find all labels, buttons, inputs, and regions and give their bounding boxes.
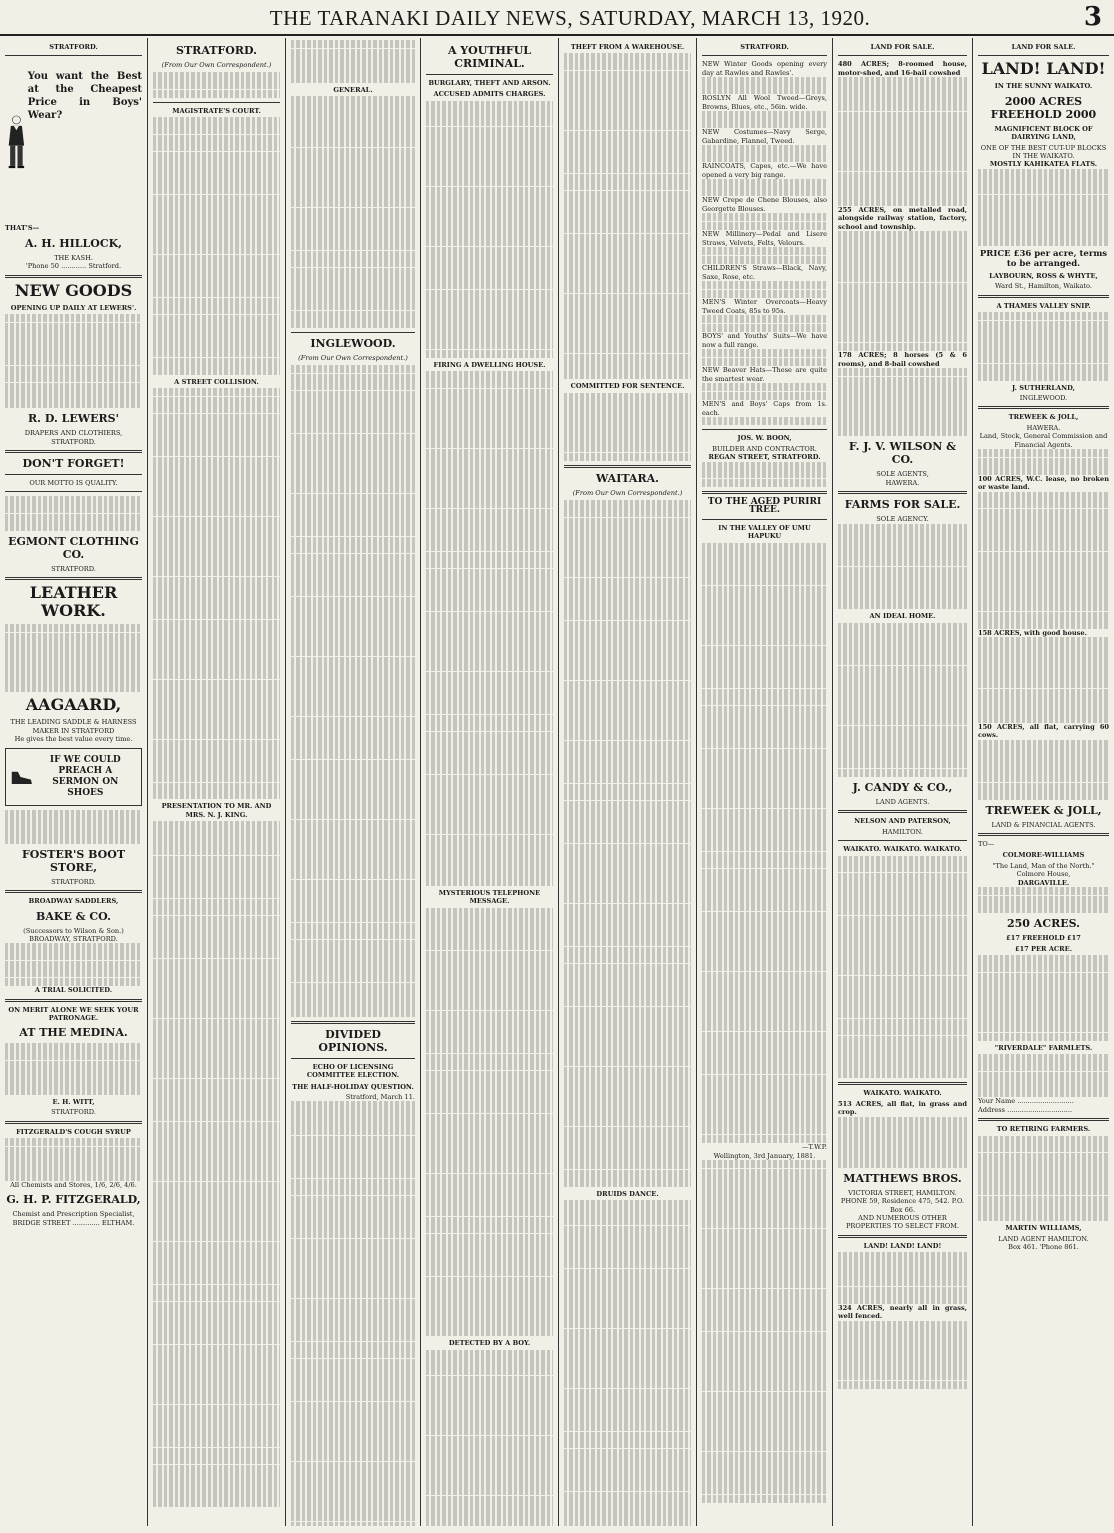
committed-heading: COMMITTED FOR SENTENCE. (570, 382, 685, 391)
listing-513: 513 ACRES, all flat, in grass and crop. (838, 1099, 967, 1117)
echo-heading: ECHO OF LICENSING COMMITTEE ELECTION. (306, 1062, 400, 1080)
egmont-town: STRATFORD. (51, 564, 96, 573)
waitara-sub: (From Our Own Correspondent.) (572, 489, 683, 498)
divided-heading: DIVIDED OPINIONS. (318, 1027, 388, 1054)
land-heading-8: LAND FOR SALE. (1011, 43, 1076, 51)
farms-sub: SOLE AGENCY. (876, 515, 929, 524)
treweek-heading: TREWEEK & JOLL, (1008, 413, 1079, 422)
poem-signoff: —T.W.P. (801, 1143, 827, 1152)
stratford-sub: (From Our Own Correspondent.) (161, 61, 272, 69)
dargaville: DARGAVILLE. (1017, 878, 1070, 887)
fitzgerald-sub: Chemist and Prescription Specialist, BRIDGE STREET ............. ELTHAM. (12, 1210, 135, 1227)
rawles-ad-0: NEW Winter Goods opening every day at Rawles and Rawles'. (702, 60, 827, 77)
druids-heading: DRUIDS DANCE. (596, 1189, 659, 1198)
court-heading: MAGISTRATE'S COURT. (172, 106, 261, 115)
preach-ad (5, 748, 142, 806)
land-heading-7: LAND FOR SALE. (870, 43, 935, 51)
broadway-heading: BROADWAY SADDLERS, (28, 897, 119, 906)
new-goods-sub: OPENING UP DAILY AT LEWERS'. (10, 303, 137, 312)
acres-2000: 2000 ACRES FREEHOLD 2000 (990, 94, 1097, 121)
listing-150: 150 ACRES, all flat, carrying 60 cows. (978, 722, 1109, 740)
new-goods-heading: NEW GOODS (14, 280, 133, 300)
column-7 (833, 38, 973, 1526)
per-acre: £17 PER ACRE. (1015, 945, 1072, 953)
rawles-ad-4: NEW Crepe de Chene Blouses, also Georgette Blouses. (702, 196, 827, 213)
inglewood-heading: INGLEWOOD. (310, 336, 396, 350)
criminal-heading: A YOUTHFUL CRIMINAL. (447, 44, 532, 70)
thames-heading: A THAMES VALLEY SNIP. (996, 301, 1091, 310)
collision-heading: A STREET COLLISION. (174, 377, 259, 386)
column-4 (421, 38, 559, 1526)
waikato-heading: WAIKATO. WAIKATO. WAIKATO. (843, 845, 962, 854)
aagaard-heading: AAGAARD, (25, 695, 122, 715)
ideal-heading: AN IDEAL HOME. (869, 612, 936, 621)
riverdale-heading: "RIVERDALE" FARMLETS. (994, 1044, 1093, 1052)
want-text: You want the Best at the Cheapest Price in Boys' Wear? (27, 71, 142, 122)
candy-heading: J. CANDY & CO., (852, 780, 953, 794)
cut-up-text: ONE OF THE BEST CUT-UP BLOCKS IN THE WAIKATO. (980, 143, 1107, 161)
rawles-ad-9: NEW Beaver Hats—These are quite the smartest wear. (702, 366, 827, 383)
matthews-heading: MATTHEWS BROS. (843, 1171, 962, 1185)
rawles-ad-10: MEN'S and Boys' Caps from 1s. each. (702, 400, 827, 417)
colmore-heading: COLMORE-WILLIAMS (1002, 851, 1085, 860)
town-label: STRATFORD. (49, 43, 98, 51)
treweek-town: HAWERA. (1026, 423, 1061, 432)
boon-sub: BUILDER AND CONTRACTOR. (712, 444, 817, 453)
preach-text: IF WE COULD PREACH A SERMON ON SHOES (49, 754, 121, 798)
waikato-heading-2: WAIKATO. WAIKATO. (863, 1089, 942, 1098)
bake-heading: BAKE & CO. (36, 909, 111, 923)
chemists-text: All Chemists and Stores, 1/6, 2/6, 4/6. (10, 1180, 137, 1189)
martin-sub: LAND AGENT HAMILTON. (998, 1234, 1089, 1243)
price-text: PRICE £36 per acre, terms to be arranged. (979, 248, 1108, 269)
firing-heading: FIRING A DWELLING HOUSE. (433, 360, 546, 369)
treweek-sub-2: LAND & FINANCIAL AGENTS. (991, 820, 1096, 829)
valley-heading: IN THE VALLEY OF UMU HAPUKU (718, 523, 811, 541)
listing-100: 100 ACRES, W.C. lease, no broken or waste land. (978, 474, 1109, 492)
theft-heading: THEFT FROM A WAREHOUSE. (570, 43, 685, 51)
your-name-line: Your Name ........................... (978, 1097, 1074, 1106)
rawles-ad-8: BOYS' and Youths' Suits—We have now a full range. (702, 332, 827, 349)
motto-text: OUR MOTTO IS QUALITY. (29, 479, 118, 488)
trial-text: A TRIAL SOLICITED. (34, 986, 113, 995)
freehold-17: £17 FREEHOLD £17 (1006, 933, 1081, 942)
medina-heading: AT THE MEDINA. (19, 1026, 128, 1040)
stratford-ads-heading: STRATFORD. (740, 43, 789, 51)
poem-date: Wellington, 3rd January, 1881. (713, 1151, 816, 1160)
sutherland-town: INGLEWOOD. (1019, 393, 1068, 402)
colmore-house: Colmore House, (1016, 870, 1071, 879)
masthead-title: THE TARANAKI DAILY NEWS, SATURDAY, MARCH 13, 1920. (269, 6, 871, 30)
wilson-sub: SOLE AGENTS, (876, 470, 929, 479)
bake-sub: (Successors to Wilson & Son.) (23, 926, 124, 935)
column-6 (697, 38, 833, 1526)
wilson-town: HAWERA. (885, 478, 920, 487)
wilson-heading: F. J. V. WILSON & CO. (848, 440, 957, 467)
hillock-name: A. H. HILLOCK, (25, 236, 122, 250)
rawles-ad-1: ROSLYN All Wool Tweed—Greys, Browns, Blues, etc., 56in. wide. (702, 94, 827, 111)
to-label: TO— (978, 840, 995, 849)
aagaard-tag: He gives the best value every time. (14, 735, 133, 744)
witt-town: STRATFORD. (51, 1108, 96, 1117)
boy-figure-icon (5, 62, 28, 222)
flats-text: MOSTLY KAHIKATEA FLATS. (989, 160, 1098, 169)
hillock-phone: 'Phone 50 ............ Stratford. (25, 262, 122, 271)
merit-heading: ON MERIT ALONE WE SEEK YOUR PATRONAGE. (8, 1005, 139, 1023)
magnificent-block: MAGNIFICENT BLOCK OF DAIRYING LAND, (994, 124, 1093, 142)
column-1 (0, 38, 148, 1526)
lewers-sub: DRAPERS AND CLOTHIERS, STRATFORD. (24, 429, 123, 446)
listing-158: 158 ACRES, with good house. (978, 628, 1087, 637)
matthews-phone: PHONE 59, Residence 475, 542. P.O. Box 66. (840, 1197, 965, 1214)
other-properties: AND NUMEROUS OTHER PROPERTIES TO SELECT FROM. (845, 1214, 960, 1231)
laybourn-addr: Ward St., Hamilton, Waikato. (994, 282, 1093, 291)
boy-wear-ad (5, 60, 142, 224)
criminal-sub: BURGLARY, THEFT AND ARSON. (428, 79, 551, 87)
thats-label: THAT'S— (5, 224, 40, 233)
laybourn-heading: LAYBOURN, ROSS & WHYTE, (989, 271, 1098, 280)
treweek-heading-2: TREWEEK & JOLL, (985, 803, 1102, 817)
address-line: Address ............................... (978, 1105, 1073, 1114)
presentation-heading: PRESENTATION TO MR. AND MRS. N. J. KING. (161, 802, 272, 819)
leather-heading: LEATHER WORK. (29, 582, 118, 620)
lewers-name: R. D. LEWERS' (28, 412, 119, 426)
land-x3-heading: LAND! LAND! LAND! (863, 1241, 942, 1250)
treweek-sub: Land, Stock, General Commission and Financial Agents. (979, 432, 1108, 449)
listing-324: 324 ACRES, nearly all in grass, well fenced. (838, 1303, 967, 1321)
shoe-icon (10, 753, 34, 801)
column-8 (973, 38, 1114, 1526)
dont-forget-heading: DON'T FORGET! (22, 457, 125, 471)
nelson-heading: NELSON AND PATERSON, (854, 817, 951, 826)
telephone-heading: MYSTERIOUS TELEPHONE MESSAGE. (438, 888, 541, 906)
rawles-ad-2: NEW Costumes—Navy Serge, Gabardine, Flannel, Tweed. (702, 128, 827, 145)
boon-addr: REGAN STREET, STRATFORD. (708, 453, 821, 462)
masthead (0, 0, 1114, 36)
stratford-heading: STRATFORD. (176, 44, 257, 57)
nelson-town: HAMILTON. (882, 827, 923, 836)
bake-addr: BROADWAY, STRATFORD. (29, 934, 118, 943)
witt-name: E. H. WITT, (52, 1097, 95, 1106)
sutherland-heading: J. SUTHERLAND, (1012, 383, 1075, 392)
inglewood-sub: (From Our Own Correspondent.) (298, 353, 408, 362)
fosters-heading: FOSTER'S BOOT STORE, (21, 847, 126, 874)
aagaard-sub: THE LEADING SADDLE & HARNESS MAKER IN STRATFORD (10, 718, 137, 735)
column-3 (286, 38, 421, 1526)
candy-sub: LAND AGENTS. (875, 797, 930, 806)
dateline: Stratford, March 11. (345, 1092, 415, 1101)
listing-178: 178 ACRES; 8 horses (5 & 6 rooms), and 8-bail cowshed (838, 351, 967, 368)
egmont-heading: EGMONT CLOTHING CO. (8, 534, 139, 561)
rawles-ad-6: CHILDREN'S Straws—Black, Navy, Saxe, Rose, etc. (702, 264, 827, 281)
acres-250: 250 ACRES. (1007, 916, 1080, 930)
criminal-sub2: ACCUSED ADMITS CHARGES. (433, 90, 546, 99)
sunny-waikato: IN THE SUNNY WAIKATO. (994, 82, 1093, 91)
listing-480: 480 ACRES; 8-roomed house, motor-shed, and 16-bail cowshed (838, 60, 967, 77)
retiring-heading: TO RETIRING FARMERS. (996, 1125, 1091, 1134)
waitara-heading: WAITARA. (596, 472, 659, 486)
farms-heading: FARMS FOR SALE. (844, 498, 961, 512)
rawles-ad-3: RAINCOATS, Capes, etc.—We have opened a very big range. (702, 162, 827, 179)
column-2 (148, 38, 286, 1526)
rawles-ad-7: MEN'S Winter Overcoats—Heavy Tweed Coats, 85s to 95s. (702, 298, 827, 315)
puriri-heading: TO THE AGED PURIRI TREE. (707, 497, 822, 516)
fitzgerald-name: G. H. P. FITZGERALD, (6, 1193, 141, 1207)
colmore-sub: "The Land, Man of the North." (992, 861, 1095, 870)
matthews-sub: VICTORIA STREET, HAMILTON. (848, 1188, 957, 1197)
rawles-ad-5: NEW Millinery—Pedal and Lisere Straws, Velvets, Felts, Velours. (702, 230, 827, 247)
holiday-heading: THE HALF-HOLIDAY QUESTION. (292, 1082, 414, 1091)
land-big: LAND! LAND! (981, 59, 1106, 79)
hillock-shop: THE KASH. (54, 253, 93, 262)
detected-heading: DETECTED BY A BOY. (448, 1339, 531, 1348)
cough-heading: FITZGERALD'S COUGH SYRUP (16, 1127, 131, 1136)
martin-heading: MARTIN WILLIAMS, (1005, 1224, 1082, 1233)
listing-255: 255 ACRES, on metalled road, alongside railway station, factory, school and township. (838, 205, 967, 231)
boon-name: JOS. W. BOON, (737, 434, 792, 443)
general-heading: GENERAL. (333, 85, 373, 94)
fosters-town: STRATFORD. (51, 877, 96, 886)
page-number: 3 (1083, 2, 1102, 32)
column-5 (559, 38, 697, 1526)
martin-box: Box 461. 'Phone 861. (1008, 1242, 1079, 1251)
